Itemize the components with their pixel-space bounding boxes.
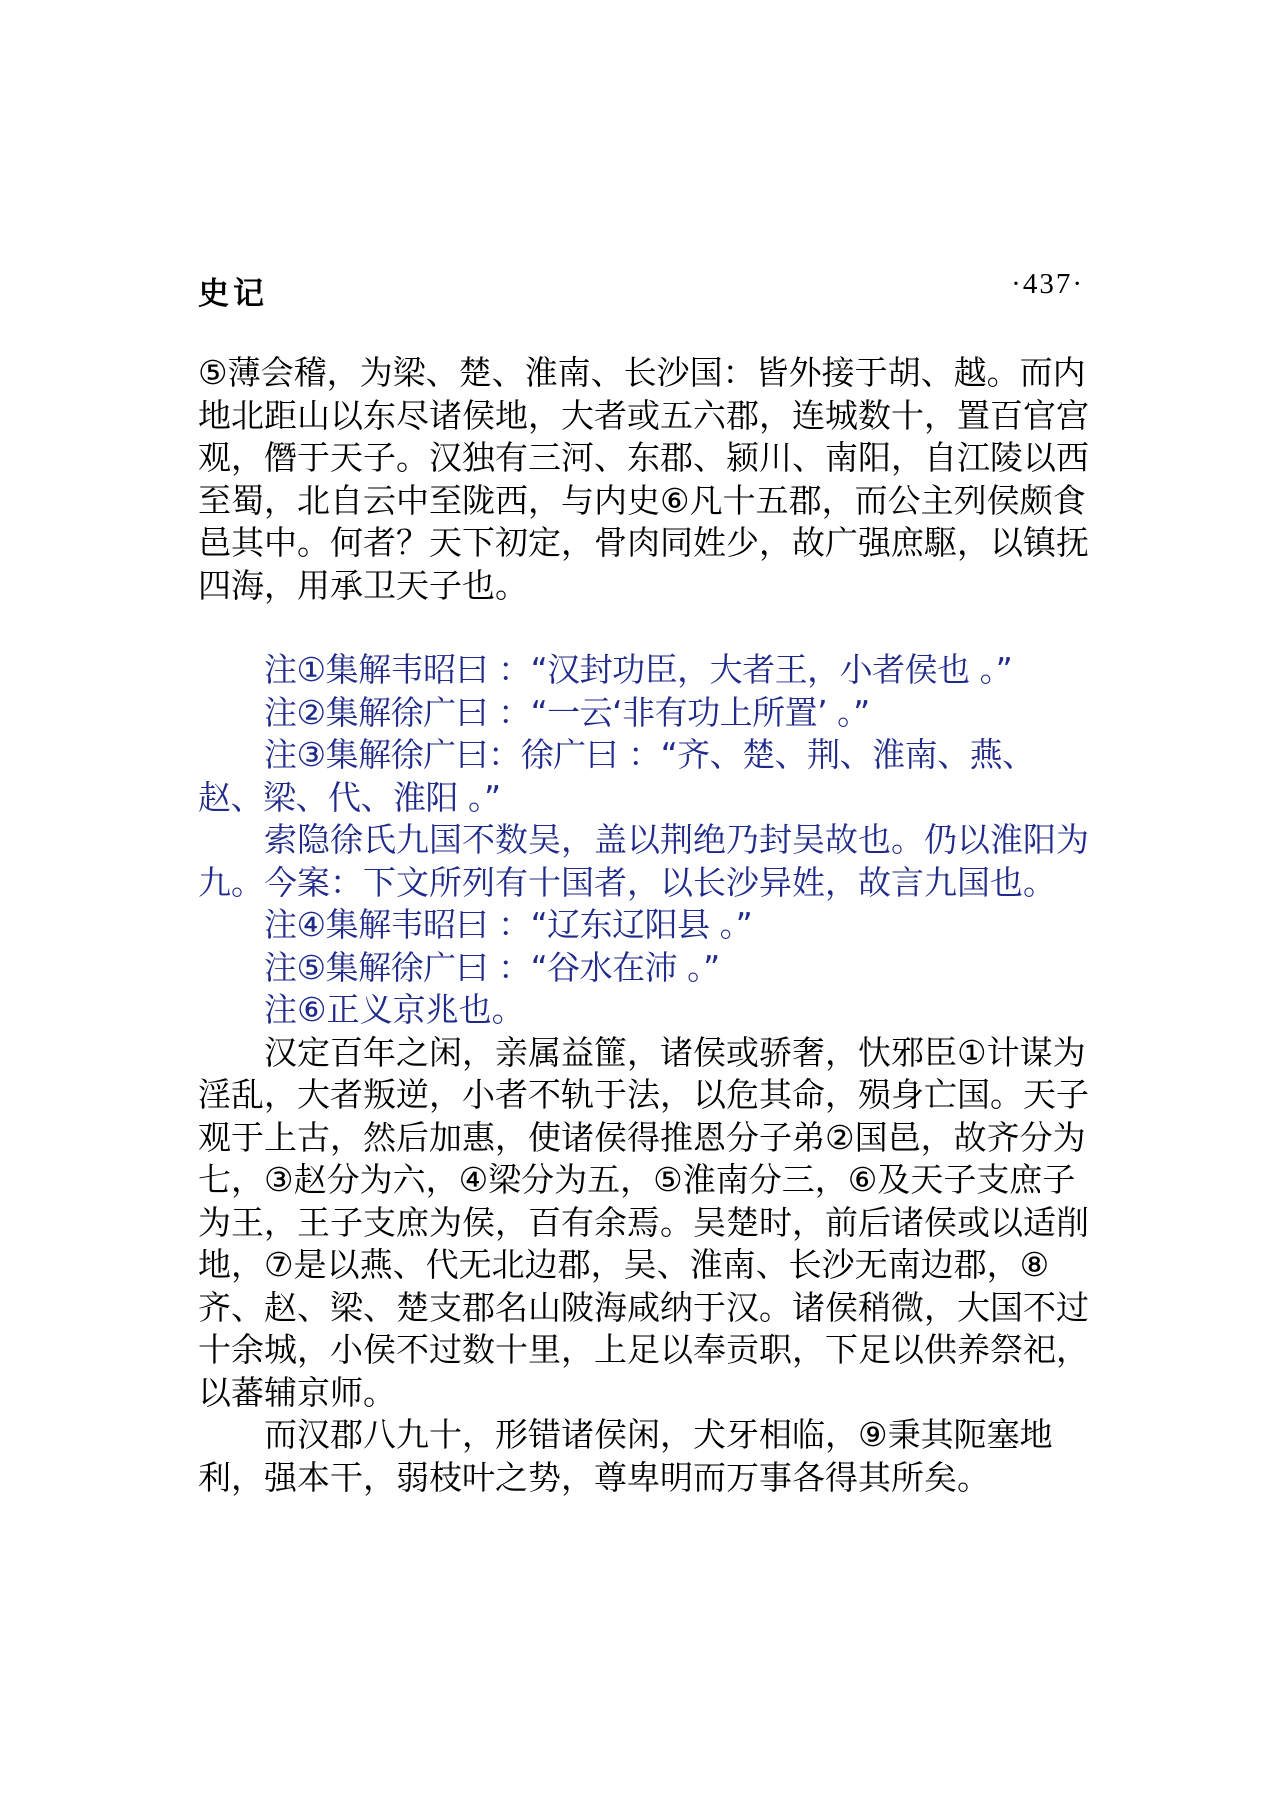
paragraph-gap: [198, 607, 1098, 649]
body-text: [198, 352, 1098, 1499]
page-header: [198, 268, 1084, 318]
paragraph-han-ding: 汉定百年之闲，亲属益篚，诸侯或骄奢，忕邪臣①计谋为淫乱，大者叛逆，小者不轨于法，以危其命，殒身亡国。天子观于上古，然后加惠，使诸侯得推恩分子弟②国邑，故齐分为七，③赵分为六，④梁分为五，⑤淮南分三，⑥及天子支庶子为王，王子支庶为侯，百有余焉。吴楚时，前后诸侯或以适削地，⑦是以燕、代无北边郡，吴、淮南、长沙无南边郡，⑧齐、赵、梁、楚支郡名山陂海咸纳于汉。诸侯稍微，大国不过十余城，小侯不过数十里，上足以奉贡职，下足以供养祭祀，以蕃辅京师。: [198, 1032, 1089, 1412]
note-5: 注⑤集解徐广曰 ：“谷水在沛 。”: [264, 947, 720, 987]
note-suoyin: 索隐徐氏九国不数吴，盖以荆绝乃封吴故也。仍以淮阳为九。今案：下文所列有十国者，以长沙异姓，故言九国也。: [198, 820, 1089, 902]
note-4: 注④集解韦昭曰 ：“辽东辽阳县 。”: [264, 905, 753, 944]
paragraph-main: ⑤薄会稽，为梁、楚、淮南、长沙国：皆外接于胡、越。而内地北距山以东尽诸侯地，大者或五六郡，连城数十，置百官宫观，僭于天子。汉独有三河、东郡、颍川、南阳，自江陵以西至蜀，北自云中至陇西，与内史⑥凡十五郡，而公主列侯颇食邑其中。何者？天下初定，骨肉同姓少，故广强庶駆，以镇抚四海，用承卫天子也。: [198, 353, 1089, 605]
book-title: 史记: [198, 276, 268, 312]
note-3: 注③集解徐广曰：徐广曰 ：“齐、楚、荆、淮南、燕、赵、梁、代、淮阳 。”: [198, 735, 1035, 817]
paragraph-han-jun: 而汉郡八九十，形错诸侯闲，犬牙相临，⑨秉其阨塞地利，强本干，弱枝叶之势，尊卑明而万事各得其所矣。: [198, 1415, 1053, 1497]
note-6: 注⑥正义京兆也。: [264, 990, 525, 1029]
note-2: 注②集解徐广曰 ：“一云‘非有功上所置’ 。”: [264, 692, 870, 732]
note-1: 注①集解韦昭曰 ：“汉封功臣，大者王，小者侯也 。”: [264, 650, 1013, 689]
page-number: ·437·: [1011, 268, 1084, 300]
